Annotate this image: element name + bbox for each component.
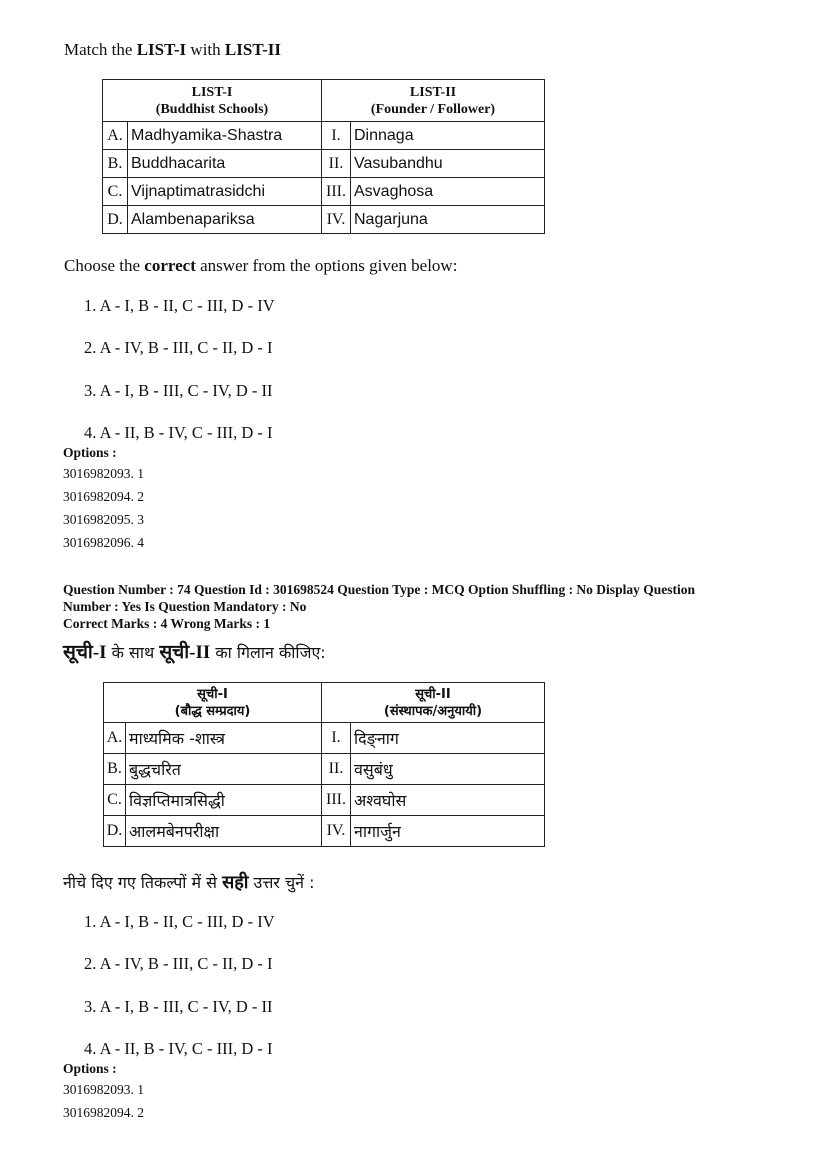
list1-item: आलमबेनपरीक्षा xyxy=(126,816,322,847)
table-row xyxy=(103,150,545,178)
answer-option-3[interactable]: 3. A - I, B - III, C - IV, D - II xyxy=(84,381,273,400)
answer-option-1[interactable]: 1. A - I, B - II, C - III, D - IV xyxy=(84,296,275,315)
prompt-text: के साथ xyxy=(106,643,160,662)
prompt-text: Match the xyxy=(64,40,137,59)
row-label: A. xyxy=(103,122,128,150)
row-numeral: I. xyxy=(322,723,351,754)
list2-header xyxy=(322,683,545,723)
table-row xyxy=(103,206,545,234)
list1-title: सूची-I xyxy=(197,686,228,702)
prompt-list1: LIST-I xyxy=(136,40,187,59)
instruction-text: नीचे दिए गए तिकल्पों में से xyxy=(63,873,223,892)
list1-item: Alambenapariksa xyxy=(128,206,322,234)
instruction-text: answer from the options given below: xyxy=(195,256,458,275)
list1-item: Vijnaptimatrasidchi xyxy=(128,178,322,206)
table-row xyxy=(104,754,545,785)
list2-item: Vasubandhu xyxy=(351,150,545,178)
list1-subtitle: (बौद्ध सम्प्रदाय) xyxy=(174,703,251,719)
option-id: 3016982093. 1 xyxy=(63,466,144,481)
prompt-list2-hindi: सूची xyxy=(159,641,190,663)
answer-option-2[interactable]: 2. A - IV, B - III, C - II, D - I xyxy=(84,954,273,973)
match-table-hindi xyxy=(103,682,545,847)
table-row xyxy=(104,785,545,816)
option-id: 3016982096. 4 xyxy=(63,535,144,550)
question-meta xyxy=(63,581,763,632)
row-numeral: III. xyxy=(322,785,351,816)
instruction-bold: सही xyxy=(222,872,249,893)
prompt-list2: LIST-II xyxy=(224,40,281,59)
row-label: B. xyxy=(104,754,126,785)
table-row xyxy=(104,816,545,847)
row-label: D. xyxy=(103,206,128,234)
row-numeral: I. xyxy=(322,122,351,150)
table-row xyxy=(103,178,545,206)
list1-item: Buddhacarita xyxy=(128,150,322,178)
list1-header xyxy=(104,683,322,723)
instruction-bold: correct xyxy=(144,256,196,275)
row-numeral: III. xyxy=(322,178,351,206)
prompt-list1-hindi: सूची xyxy=(63,641,93,663)
list2-item: वसुबंधु xyxy=(351,754,545,785)
row-numeral: II. xyxy=(322,150,351,178)
list1-item: माध्यमिक -शास्त्र xyxy=(126,723,322,754)
meta-line: Question Number : 74 Question Id : 301698524 Question Type : MCQ Option Shuffling : No Display Question xyxy=(63,582,695,597)
option-id: 3016982094. 2 xyxy=(63,489,144,504)
list1-subtitle: (Buddhist Schools) xyxy=(155,101,269,117)
list2-header xyxy=(322,80,545,122)
list1-title: LIST-I xyxy=(191,84,233,100)
table-row xyxy=(103,122,545,150)
prompt-list2-num: -II xyxy=(189,642,211,663)
answer-option-1[interactable]: 1. A - I, B - II, C - III, D - IV xyxy=(84,912,275,931)
meta-line: Correct Marks : 4 Wrong Marks : 1 xyxy=(63,616,271,631)
prompt-list1-num: -I xyxy=(92,642,107,663)
prompt-text: with xyxy=(186,40,225,59)
option-id: 3016982094. 2 xyxy=(63,1105,144,1120)
instruction-text: उत्तर चुनें : xyxy=(248,873,315,892)
list2-subtitle: (संस्थापक/अनुयायी) xyxy=(383,703,483,719)
list1-item: Madhyamika-Shastra xyxy=(128,122,322,150)
row-label: C. xyxy=(104,785,126,816)
answer-option-4[interactable]: 4. A - II, B - IV, C - III, D - I xyxy=(84,423,273,442)
list1-header xyxy=(103,80,322,122)
table-row xyxy=(104,723,545,754)
question-prompt xyxy=(64,40,281,60)
choose-instruction xyxy=(64,256,457,276)
list2-item: नागार्जुन xyxy=(351,816,545,847)
choose-instruction-hindi xyxy=(63,870,315,894)
option-id: 3016982093. 1 xyxy=(63,1082,144,1097)
row-numeral: IV. xyxy=(322,816,351,847)
list2-item: दिङ्नाग xyxy=(351,723,545,754)
answer-option-2[interactable]: 2. A - IV, B - III, C - II, D - I xyxy=(84,338,273,357)
options-label: Options : xyxy=(63,1061,117,1076)
list2-item: अश्वघोस xyxy=(351,785,545,816)
answer-option-3[interactable]: 3. A - I, B - III, C - IV, D - II xyxy=(84,997,273,1016)
row-label: B. xyxy=(103,150,128,178)
instruction-text: Choose the xyxy=(64,256,145,275)
row-label: D. xyxy=(104,816,126,847)
answer-option-4[interactable]: 4. A - II, B - IV, C - III, D - I xyxy=(84,1039,273,1058)
list2-title: सूची-II xyxy=(415,686,451,702)
list1-item: बुद्धचरित xyxy=(126,754,322,785)
list2-item: Dinnaga xyxy=(351,122,545,150)
row-label: A. xyxy=(104,723,126,754)
list2-item: Asvaghosa xyxy=(351,178,545,206)
row-numeral: II. xyxy=(322,754,351,785)
list1-item: विज्ञप्तिमात्रसिद्धी xyxy=(126,785,322,816)
prompt-text: का गिलान कीजिए: xyxy=(210,643,326,662)
question-prompt-hindi xyxy=(63,638,326,664)
list2-item: Nagarjuna xyxy=(351,206,545,234)
row-label: C. xyxy=(103,178,128,206)
match-table xyxy=(102,79,545,234)
option-id: 3016982095. 3 xyxy=(63,512,144,527)
list2-subtitle: (Founder / Follower) xyxy=(370,101,496,117)
options-label: Options : xyxy=(63,445,117,460)
meta-line: Number : Yes Is Question Mandatory : No xyxy=(63,599,307,614)
list2-title: LIST-II xyxy=(409,84,457,100)
row-numeral: IV. xyxy=(322,206,351,234)
